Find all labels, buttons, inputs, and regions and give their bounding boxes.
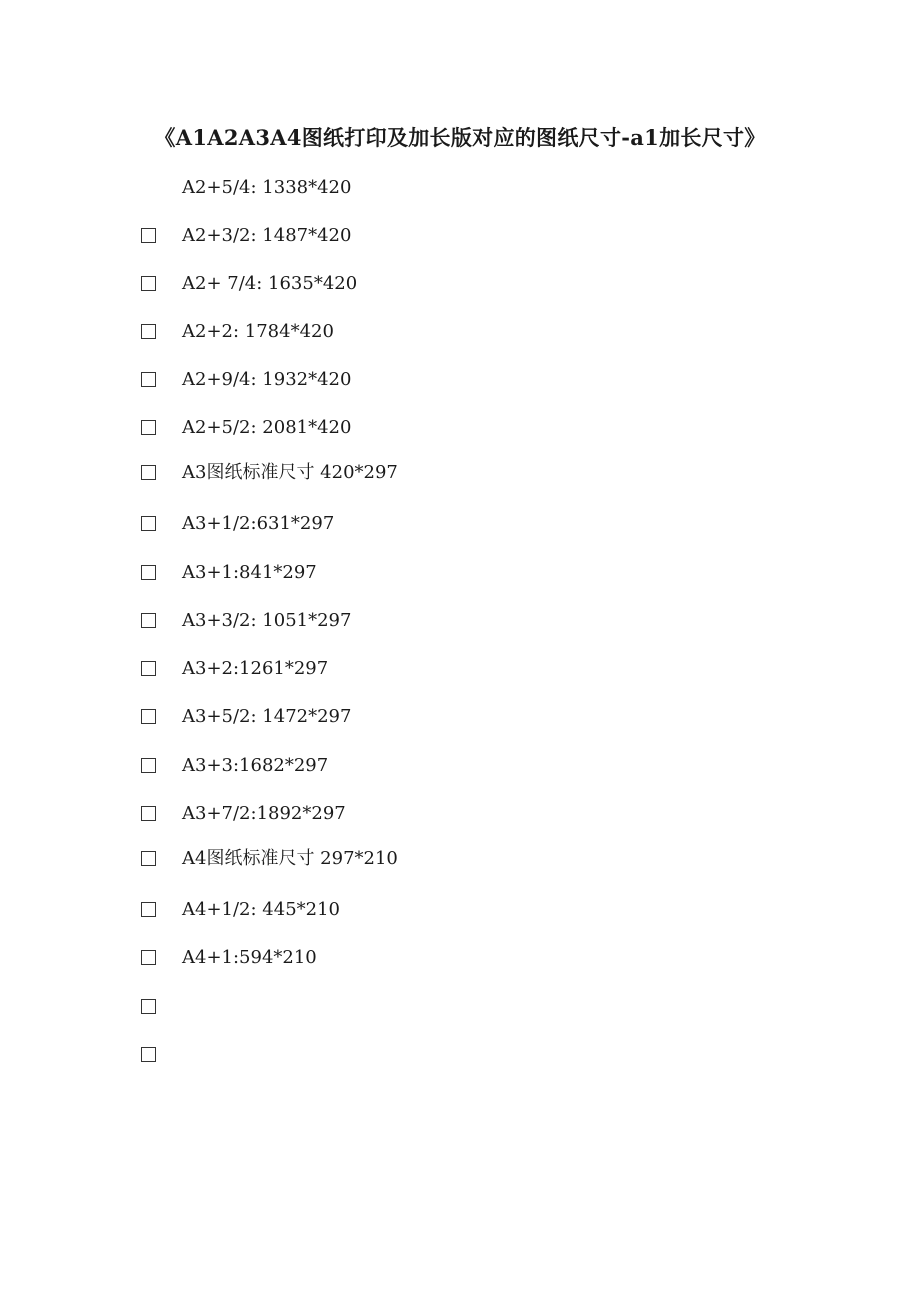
checkbox-icon xyxy=(141,806,156,821)
list-item-text: A3+1/2:631*297 xyxy=(182,513,335,534)
list-item xyxy=(0,754,920,780)
list-item-text: A3+7/2:1892*297 xyxy=(182,803,346,824)
list-item xyxy=(0,368,920,394)
list-item-text: A3图纸标准尺寸 420*297 xyxy=(182,462,398,483)
list-item-text: A2+ 7/4: 1635*420 xyxy=(182,273,358,294)
list-item-text: A3+3:1682*297 xyxy=(182,755,329,776)
list-item xyxy=(0,847,920,873)
checkbox-icon xyxy=(141,902,156,917)
list-item-text: A2+5/4: 1338*420 xyxy=(182,177,352,198)
list-item-text: A2+3/2: 1487*420 xyxy=(182,225,352,246)
checkbox-icon xyxy=(141,999,156,1014)
checkbox-icon xyxy=(141,661,156,676)
checkbox-icon xyxy=(141,613,156,628)
list-item-text: A2+2: 1784*420 xyxy=(182,321,334,342)
list-item xyxy=(0,802,920,828)
list-item xyxy=(0,416,920,442)
document-title: 《A1A2A3A4图纸打印及加长版对应的图纸尺寸-a1加长尺寸》 xyxy=(154,125,766,150)
list-item xyxy=(0,946,920,972)
checkbox-icon xyxy=(141,516,156,531)
list-item xyxy=(0,320,920,346)
checkbox-icon xyxy=(141,372,156,387)
list-item xyxy=(0,512,920,538)
list-item-text: A2+5/2: 2081*420 xyxy=(182,417,352,438)
checkbox-icon xyxy=(141,276,156,291)
list-item xyxy=(0,657,920,683)
list-item-text: A3+1:841*297 xyxy=(182,562,317,583)
list-item-text: A3+2:1261*297 xyxy=(182,658,329,679)
list-item-text: A2+9/4: 1932*420 xyxy=(182,369,352,390)
list-item xyxy=(0,609,920,635)
checkbox-icon xyxy=(141,851,156,866)
checkbox-icon xyxy=(141,324,156,339)
checkbox-icon xyxy=(141,709,156,724)
list-item xyxy=(0,705,920,731)
checkbox-icon xyxy=(141,758,156,773)
list-item-text: A4+1:594*210 xyxy=(182,947,317,968)
checkbox-icon xyxy=(141,565,156,580)
list-item xyxy=(0,461,920,487)
list-item-text: A4图纸标准尺寸 297*210 xyxy=(182,848,398,869)
list-item xyxy=(0,561,920,587)
list-item xyxy=(0,898,920,924)
checkbox-icon xyxy=(141,1047,156,1062)
list-item xyxy=(0,224,920,250)
list-item xyxy=(0,995,920,1021)
checkbox-icon xyxy=(141,950,156,965)
list-item xyxy=(0,272,920,298)
list-item xyxy=(0,1043,920,1069)
checkbox-icon xyxy=(141,465,156,480)
checkbox-icon xyxy=(141,228,156,243)
list-item xyxy=(0,176,920,202)
checkbox-icon xyxy=(141,420,156,435)
list-item-text: A4+1/2: 445*210 xyxy=(182,899,341,920)
list-item-text: A3+5/2: 1472*297 xyxy=(182,706,352,727)
list-item-text: A3+3/2: 1051*297 xyxy=(182,610,352,631)
